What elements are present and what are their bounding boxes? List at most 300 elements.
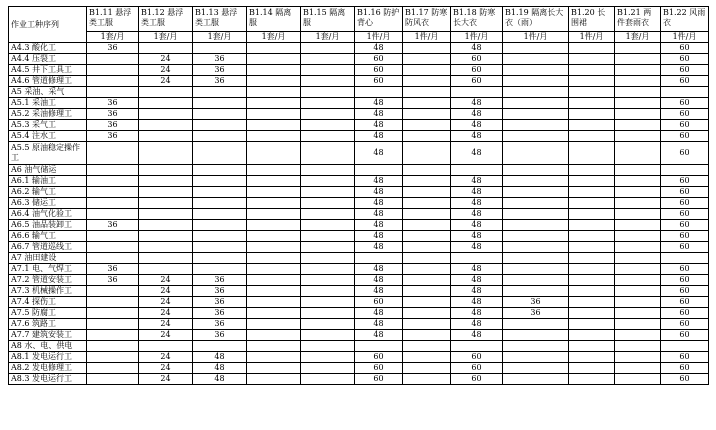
table-cell — [569, 275, 615, 286]
table-cell: 48 — [193, 374, 247, 385]
table-cell: 48 — [451, 297, 503, 308]
table-cell — [193, 131, 247, 142]
table-cell: 60 — [661, 308, 709, 319]
table-cell — [193, 142, 247, 165]
table-cell — [193, 264, 247, 275]
table-cell: 48 — [355, 220, 403, 231]
table-cell — [403, 242, 451, 253]
table-cell — [569, 187, 615, 198]
table-cell: 60 — [661, 209, 709, 220]
table-cell — [355, 253, 403, 264]
table-cell — [301, 198, 355, 209]
row-label: A6.1 输油工 — [9, 176, 87, 187]
column-unit: 1套/月 — [139, 32, 193, 43]
row-label: A6.5 油品装卸工 — [9, 220, 87, 231]
table-cell — [569, 363, 615, 374]
table-cell — [301, 76, 355, 87]
column-header — [139, 7, 193, 32]
table-cell — [403, 87, 451, 98]
table-cell — [247, 176, 301, 187]
column-header — [661, 7, 709, 32]
column-name: 长围裙 — [571, 8, 606, 27]
table-cell — [569, 220, 615, 231]
table-cell — [193, 109, 247, 120]
table-cell — [503, 98, 569, 109]
table-cell: 48 — [355, 98, 403, 109]
table-row — [9, 109, 709, 120]
table-cell: 48 — [451, 98, 503, 109]
table-cell: 24 — [139, 308, 193, 319]
column-name: 隔离服 — [303, 8, 346, 27]
table-cell — [247, 198, 301, 209]
table-cell: 48 — [355, 242, 403, 253]
table-cell — [569, 330, 615, 341]
table-cell — [87, 231, 139, 242]
table-cell — [139, 165, 193, 176]
column-name: 防寒长大衣 — [453, 8, 496, 27]
table-cell — [247, 253, 301, 264]
table-cell — [569, 120, 615, 131]
table-cell — [87, 330, 139, 341]
table-cell — [87, 176, 139, 187]
table-cell — [87, 319, 139, 330]
table-cell — [193, 231, 247, 242]
table-cell: 48 — [451, 231, 503, 242]
table-cell — [247, 142, 301, 165]
table-cell: 60 — [355, 352, 403, 363]
table-cell — [615, 308, 661, 319]
table-cell: 48 — [355, 187, 403, 198]
table-cell — [615, 187, 661, 198]
table-cell — [247, 209, 301, 220]
table-cell — [615, 220, 661, 231]
column-header — [569, 7, 615, 32]
table-cell — [355, 165, 403, 176]
table-cell — [615, 65, 661, 76]
table-cell: 60 — [661, 76, 709, 87]
table-cell: 48 — [193, 363, 247, 374]
table-cell: 48 — [355, 43, 403, 54]
table-cell — [301, 319, 355, 330]
table-row — [9, 87, 709, 98]
table-cell — [615, 253, 661, 264]
table-cell — [403, 76, 451, 87]
table-cell — [615, 319, 661, 330]
row-label: A5 采油、采气 — [9, 87, 87, 98]
table-cell — [247, 65, 301, 76]
column-unit: 1件/月 — [403, 32, 451, 43]
table-cell — [301, 297, 355, 308]
table-cell — [301, 253, 355, 264]
table-cell — [87, 187, 139, 198]
table-row — [9, 120, 709, 131]
table-cell — [503, 220, 569, 231]
table-cell — [301, 176, 355, 187]
table-cell — [503, 43, 569, 54]
column-name: 防寒防风衣 — [405, 8, 448, 27]
row-label: A5.2 采油修理工 — [9, 109, 87, 120]
table-cell — [569, 319, 615, 330]
table-cell: 60 — [661, 198, 709, 209]
table-cell — [569, 209, 615, 220]
row-label: A7.2 管道安装工 — [9, 275, 87, 286]
column-code: B1.11 — [89, 8, 113, 17]
table-cell — [355, 87, 403, 98]
row-label: A7.3 机械操作工 — [9, 286, 87, 297]
table-cell — [569, 131, 615, 142]
table-cell — [503, 319, 569, 330]
table-cell — [301, 142, 355, 165]
table-cell: 48 — [451, 43, 503, 54]
table-cell — [615, 330, 661, 341]
table-cell — [615, 231, 661, 242]
table-cell — [569, 198, 615, 209]
row-label: A6.3 储运工 — [9, 198, 87, 209]
table-cell — [301, 120, 355, 131]
table-cell — [139, 43, 193, 54]
table-cell — [87, 352, 139, 363]
table-cell — [503, 275, 569, 286]
column-header — [87, 7, 139, 32]
table-cell: 24 — [139, 286, 193, 297]
table-cell — [139, 220, 193, 231]
table-cell — [569, 98, 615, 109]
table-cell — [403, 65, 451, 76]
row-label: A6.7 管道巡线工 — [9, 242, 87, 253]
table-cell — [403, 253, 451, 264]
table-cell: 60 — [661, 374, 709, 385]
table-cell — [87, 65, 139, 76]
table-cell: 60 — [355, 363, 403, 374]
table-cell — [87, 253, 139, 264]
table-cell — [139, 142, 193, 165]
table-cell: 24 — [139, 352, 193, 363]
table-row — [9, 330, 709, 341]
table-cell — [503, 198, 569, 209]
table-cell — [569, 176, 615, 187]
row-label: A6 油气储运 — [9, 165, 87, 176]
column-code: B1.21 — [617, 8, 641, 17]
table-cell — [87, 374, 139, 385]
table-cell — [615, 209, 661, 220]
table-cell: 48 — [451, 275, 503, 286]
table-cell — [615, 374, 661, 385]
table-cell — [403, 286, 451, 297]
table-cell: 24 — [139, 65, 193, 76]
column-unit: 1套/月 — [87, 32, 139, 43]
table-cell — [615, 43, 661, 54]
table-cell — [139, 120, 193, 131]
column-name: 悬浮类工服 — [195, 8, 238, 27]
table-row — [9, 165, 709, 176]
row-label: A5.5 原油稳定操作工 — [9, 142, 87, 165]
column-unit: 1件/月 — [451, 32, 503, 43]
table-cell: 36 — [193, 286, 247, 297]
table-cell: 36 — [193, 297, 247, 308]
table-cell — [301, 363, 355, 374]
table-row — [9, 76, 709, 87]
table-row — [9, 187, 709, 198]
column-unit: 1套/月 — [301, 32, 355, 43]
table-row — [9, 275, 709, 286]
table-cell — [403, 319, 451, 330]
row-label: A4.5 井下工具工 — [9, 65, 87, 76]
table-cell — [451, 341, 503, 352]
table-cell — [503, 187, 569, 198]
table-cell — [503, 65, 569, 76]
table-cell — [139, 187, 193, 198]
table-cell: 36 — [503, 308, 569, 319]
table-cell — [569, 142, 615, 165]
column-name: 防护背心 — [357, 8, 400, 27]
row-label: A7.5 防腐工 — [9, 308, 87, 319]
column-code: B1.13 — [195, 8, 219, 17]
table-cell — [139, 198, 193, 209]
table-cell: 48 — [451, 176, 503, 187]
table-cell — [569, 374, 615, 385]
table-cell — [87, 209, 139, 220]
table-row — [9, 319, 709, 330]
column-code: B1.12 — [141, 8, 165, 17]
row-label: A6.2 输气工 — [9, 187, 87, 198]
table-cell — [139, 176, 193, 187]
table-cell — [503, 363, 569, 374]
table-cell: 48 — [355, 131, 403, 142]
table-cell: 60 — [661, 142, 709, 165]
table-cell: 24 — [139, 297, 193, 308]
table-cell — [301, 220, 355, 231]
column-header — [301, 7, 355, 32]
table-cell — [247, 363, 301, 374]
table-cell — [247, 275, 301, 286]
table-cell: 60 — [451, 352, 503, 363]
table-cell — [301, 65, 355, 76]
table-cell — [569, 352, 615, 363]
column-unit: 1件/月 — [503, 32, 569, 43]
table-cell — [247, 297, 301, 308]
table-cell — [247, 131, 301, 142]
table-cell — [247, 352, 301, 363]
table-cell: 48 — [451, 109, 503, 120]
table-cell — [615, 98, 661, 109]
row-label: A7.6 筑路工 — [9, 319, 87, 330]
table-cell — [193, 220, 247, 231]
table-cell — [503, 374, 569, 385]
table-row — [9, 54, 709, 65]
table-cell: 36 — [193, 275, 247, 286]
table-cell: 24 — [139, 330, 193, 341]
corner-header: 作业工种序列 — [9, 7, 87, 43]
table-cell — [615, 176, 661, 187]
table-cell: 60 — [661, 131, 709, 142]
table-cell — [615, 341, 661, 352]
table-cell: 60 — [451, 374, 503, 385]
table-row — [9, 98, 709, 109]
table-cell: 48 — [451, 286, 503, 297]
table-cell — [569, 43, 615, 54]
table-cell — [247, 341, 301, 352]
table-cell — [615, 120, 661, 131]
table-cell — [193, 209, 247, 220]
table-cell: 60 — [661, 352, 709, 363]
column-name: 悬浮类工服 — [141, 8, 184, 27]
table-cell — [301, 187, 355, 198]
table-cell — [247, 242, 301, 253]
table-cell — [615, 242, 661, 253]
table-cell — [403, 43, 451, 54]
table-cell — [247, 54, 301, 65]
table-cell: 24 — [139, 319, 193, 330]
row-label: A8.2 发电修理工 — [9, 363, 87, 374]
table-cell — [193, 242, 247, 253]
document-page — [8, 6, 708, 385]
row-label: A4.4 压裂工 — [9, 54, 87, 65]
row-label: A5.1 采油工 — [9, 98, 87, 109]
table-cell: 36 — [87, 220, 139, 231]
table-cell: 48 — [451, 242, 503, 253]
table-row — [9, 209, 709, 220]
table-cell — [247, 98, 301, 109]
table-cell — [503, 54, 569, 65]
table-cell: 48 — [355, 209, 403, 220]
table-cell — [301, 43, 355, 54]
column-code: B1.18 — [453, 8, 477, 17]
table-cell — [615, 76, 661, 87]
table-cell — [569, 109, 615, 120]
table-cell: 60 — [661, 120, 709, 131]
table-cell: 48 — [355, 231, 403, 242]
table-cell — [247, 109, 301, 120]
table-cell: 48 — [355, 176, 403, 187]
table-cell — [301, 87, 355, 98]
table-cell — [87, 142, 139, 165]
table-cell — [569, 87, 615, 98]
row-label: A7.7 建筑安装工 — [9, 330, 87, 341]
table-cell: 60 — [661, 187, 709, 198]
table-row — [9, 286, 709, 297]
table-cell: 60 — [661, 330, 709, 341]
table-cell — [503, 242, 569, 253]
table-cell — [87, 198, 139, 209]
row-label: A7.4 探伤工 — [9, 297, 87, 308]
row-label: A8 水、电、供电 — [9, 341, 87, 352]
row-label: A5.4 注水工 — [9, 131, 87, 142]
table-cell — [193, 176, 247, 187]
column-header — [247, 7, 301, 32]
table-row — [9, 198, 709, 209]
row-label: A8.1 发电运行工 — [9, 352, 87, 363]
protective-clothing-table — [8, 6, 709, 385]
table-cell — [355, 341, 403, 352]
table-row — [9, 231, 709, 242]
table-cell: 48 — [451, 198, 503, 209]
table-cell — [451, 87, 503, 98]
table-cell — [403, 374, 451, 385]
table-cell: 36 — [87, 120, 139, 131]
table-cell: 36 — [193, 308, 247, 319]
table-cell — [403, 176, 451, 187]
table-cell — [615, 142, 661, 165]
table-cell: 60 — [661, 98, 709, 109]
table-cell — [301, 54, 355, 65]
column-code: B1.20 — [571, 8, 595, 17]
table-cell — [247, 374, 301, 385]
table-cell — [615, 165, 661, 176]
table-cell — [301, 308, 355, 319]
table-cell — [247, 76, 301, 87]
table-cell — [615, 352, 661, 363]
table-cell: 36 — [87, 98, 139, 109]
table-cell: 36 — [87, 43, 139, 54]
table-cell: 48 — [451, 319, 503, 330]
table-row — [9, 220, 709, 231]
column-unit: 1套/月 — [193, 32, 247, 43]
table-cell: 60 — [355, 76, 403, 87]
table-cell: 60 — [451, 65, 503, 76]
column-header — [355, 7, 403, 32]
column-header — [451, 7, 503, 32]
table-row — [9, 297, 709, 308]
table-cell — [247, 220, 301, 231]
table-cell — [247, 264, 301, 275]
table-cell — [451, 165, 503, 176]
table-cell — [87, 308, 139, 319]
table-cell: 48 — [355, 109, 403, 120]
table-cell — [615, 54, 661, 65]
table-cell — [503, 209, 569, 220]
table-cell — [193, 120, 247, 131]
column-unit: 1件/月 — [355, 32, 403, 43]
table-cell — [193, 43, 247, 54]
table-cell — [87, 76, 139, 87]
table-row — [9, 253, 709, 264]
table-row — [9, 65, 709, 76]
table-cell — [139, 253, 193, 264]
table-cell: 36 — [193, 76, 247, 87]
table-cell: 60 — [661, 231, 709, 242]
table-cell — [301, 109, 355, 120]
table-cell — [615, 275, 661, 286]
table-cell — [569, 165, 615, 176]
table-cell: 60 — [355, 374, 403, 385]
table-cell — [87, 363, 139, 374]
table-cell — [503, 341, 569, 352]
table-cell — [403, 352, 451, 363]
table-cell — [569, 76, 615, 87]
table-cell — [569, 264, 615, 275]
table-cell — [403, 275, 451, 286]
table-cell — [569, 65, 615, 76]
column-code: B1.17 — [405, 8, 429, 17]
table-cell — [301, 209, 355, 220]
table-cell — [301, 264, 355, 275]
table-cell: 48 — [355, 120, 403, 131]
column-header — [503, 7, 569, 32]
table-cell — [503, 253, 569, 264]
table-cell — [139, 131, 193, 142]
table-cell: 60 — [661, 275, 709, 286]
column-header — [193, 7, 247, 32]
table-cell — [615, 109, 661, 120]
row-label: A7.1 电、气焊工 — [9, 264, 87, 275]
table-cell: 48 — [451, 220, 503, 231]
table-cell — [87, 87, 139, 98]
table-cell — [301, 165, 355, 176]
table-cell: 36 — [193, 65, 247, 76]
table-cell: 60 — [661, 297, 709, 308]
table-cell — [403, 209, 451, 220]
table-cell: 24 — [139, 374, 193, 385]
